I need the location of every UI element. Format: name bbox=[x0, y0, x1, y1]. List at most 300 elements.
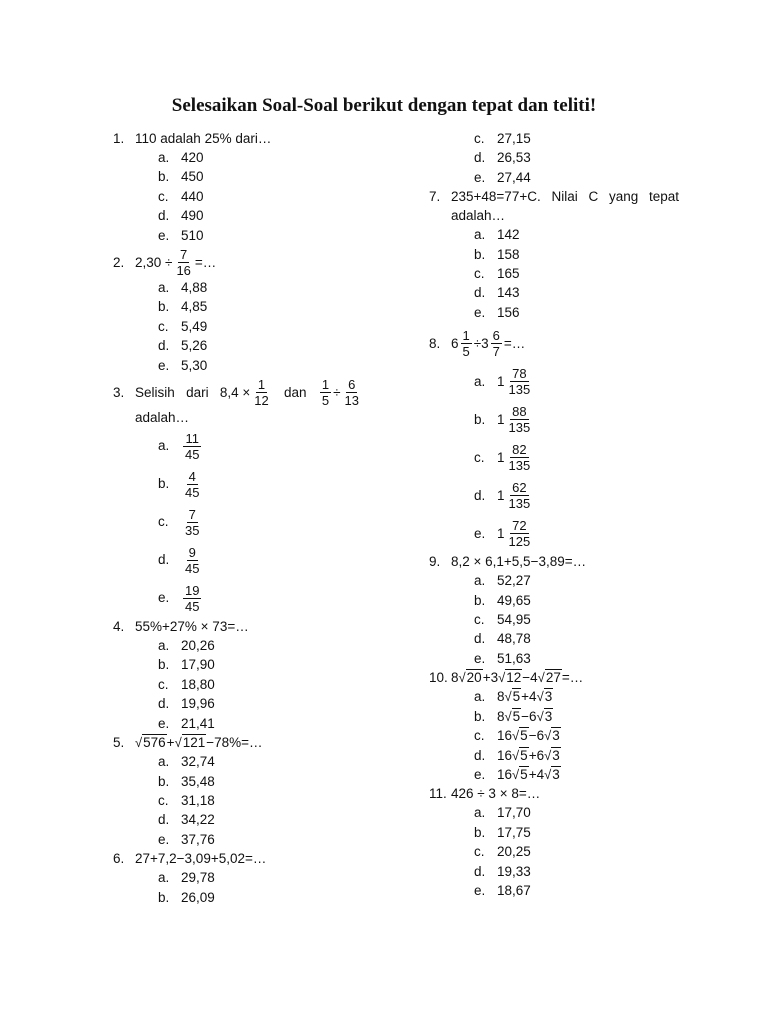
fraction bbox=[507, 366, 533, 397]
fraction-numerator: 62 bbox=[512, 479, 527, 495]
option bbox=[158, 167, 363, 186]
option-letter: d. bbox=[158, 552, 170, 568]
fraction-denominator: 16 bbox=[176, 263, 191, 279]
option-letter: d. bbox=[158, 338, 170, 354]
option-letter: c. bbox=[474, 449, 485, 465]
expr-part: +3 bbox=[482, 670, 499, 686]
sqrt-expression bbox=[135, 733, 167, 752]
option-value bbox=[497, 366, 534, 397]
coefficient: −6 bbox=[521, 708, 537, 724]
sqrt-expression bbox=[537, 707, 554, 726]
question-number: 4. bbox=[113, 619, 125, 635]
option-letter: a. bbox=[158, 438, 170, 454]
question-text-line2: adalah… bbox=[451, 208, 506, 224]
option-value: 35,48 bbox=[181, 773, 215, 789]
option-letter: b. bbox=[158, 476, 170, 492]
option-letter: e. bbox=[474, 169, 486, 185]
option-value: 440 bbox=[181, 188, 204, 204]
sqrt-icon: √ bbox=[536, 689, 544, 705]
option bbox=[158, 579, 363, 617]
option bbox=[474, 862, 679, 881]
coefficient: 8 bbox=[497, 689, 505, 705]
option bbox=[474, 629, 679, 648]
sqrt-icon: √ bbox=[458, 670, 466, 686]
fraction-denominator: 125 bbox=[508, 533, 531, 549]
option-letter: c. bbox=[474, 266, 485, 282]
option-value: 156 bbox=[497, 304, 520, 320]
option-letter: d. bbox=[158, 812, 170, 828]
option bbox=[474, 264, 679, 283]
option-value: 51,63 bbox=[497, 650, 531, 666]
question-5 bbox=[113, 733, 363, 849]
radicand: 20 bbox=[466, 670, 482, 686]
option-value: 27,15 bbox=[497, 131, 531, 146]
option-letter: e. bbox=[474, 650, 486, 666]
options-q2 bbox=[113, 278, 363, 375]
option-letter: c. bbox=[158, 676, 169, 692]
options-q4 bbox=[113, 636, 363, 733]
options-q7 bbox=[429, 225, 679, 322]
fraction bbox=[507, 404, 533, 435]
question-text bbox=[451, 187, 679, 206]
option-value bbox=[181, 507, 203, 538]
option-letter: c. bbox=[474, 612, 485, 628]
question-11 bbox=[429, 784, 679, 900]
option bbox=[158, 465, 363, 503]
fraction-denominator: 135 bbox=[508, 495, 531, 511]
option-letter: e. bbox=[158, 357, 170, 373]
fraction-numerator: 1 bbox=[462, 327, 470, 343]
radicand: 27 bbox=[545, 670, 561, 686]
coefficient: +6 bbox=[528, 747, 545, 763]
options-q10 bbox=[429, 687, 679, 784]
option-letter: e. bbox=[158, 715, 170, 731]
fraction bbox=[252, 377, 270, 408]
option-value: 5,30 bbox=[181, 357, 208, 373]
sqrt-expression bbox=[175, 733, 207, 752]
option-value: 26,09 bbox=[181, 889, 215, 905]
option-value: 31,18 bbox=[181, 792, 215, 808]
option bbox=[474, 283, 679, 302]
option bbox=[474, 362, 679, 400]
radicand: 5 bbox=[512, 708, 521, 724]
option-value: 450 bbox=[181, 169, 204, 185]
option bbox=[158, 714, 363, 733]
option bbox=[474, 746, 679, 765]
option bbox=[158, 226, 363, 245]
options-q8 bbox=[429, 362, 679, 552]
fraction-denominator: 7 bbox=[492, 343, 500, 359]
option-value: 17,70 bbox=[497, 805, 531, 821]
radicand: 3 bbox=[552, 766, 560, 782]
option bbox=[158, 868, 363, 887]
option bbox=[158, 187, 363, 206]
sqrt-icon: √ bbox=[512, 766, 520, 782]
option-letter: d. bbox=[474, 150, 486, 166]
fraction bbox=[183, 431, 201, 462]
fraction bbox=[507, 480, 533, 511]
question-4 bbox=[113, 617, 363, 733]
fraction bbox=[183, 507, 201, 538]
fraction-denominator: 45 bbox=[185, 598, 200, 614]
question-number: 6. bbox=[113, 851, 125, 867]
option bbox=[158, 503, 363, 541]
fraction bbox=[507, 518, 533, 549]
radicand: 3 bbox=[544, 689, 553, 705]
option bbox=[158, 336, 363, 355]
word: 235+48=77+C. bbox=[451, 189, 541, 205]
word: Nilai bbox=[551, 189, 578, 205]
option-value: 5,49 bbox=[181, 318, 208, 334]
sqrt-icon: √ bbox=[544, 766, 552, 782]
option bbox=[158, 297, 363, 316]
expr-part: + bbox=[166, 735, 175, 751]
option-value bbox=[181, 469, 203, 500]
option bbox=[474, 842, 679, 861]
whole-part: 1 bbox=[497, 373, 505, 389]
option-letter: a. bbox=[474, 805, 486, 821]
expr-part: =… bbox=[503, 335, 526, 351]
option bbox=[474, 225, 679, 244]
option-letter: b. bbox=[474, 824, 486, 840]
expr-part: 6 bbox=[451, 335, 459, 351]
question-number: 9. bbox=[429, 554, 441, 570]
option bbox=[474, 823, 679, 842]
option-letter: a. bbox=[158, 870, 170, 886]
question-number: 7. bbox=[429, 189, 441, 205]
option bbox=[474, 726, 679, 745]
question-number: 1. bbox=[113, 131, 125, 146]
coefficient: 8 bbox=[497, 708, 505, 724]
sqrt-icon: √ bbox=[537, 670, 545, 686]
sqrt-icon: √ bbox=[504, 708, 512, 724]
sqrt-expression bbox=[537, 687, 554, 706]
fraction-numerator: 82 bbox=[512, 441, 527, 457]
option-value bbox=[497, 726, 561, 745]
question-text: 55%+27% × 73=… bbox=[135, 619, 249, 635]
option-value: 510 bbox=[181, 227, 204, 243]
fraction bbox=[183, 545, 201, 576]
option bbox=[158, 317, 363, 336]
option-letter: d. bbox=[474, 487, 486, 503]
options-q11 bbox=[429, 803, 679, 900]
option-value: 142 bbox=[497, 227, 520, 243]
question-number: 2. bbox=[113, 255, 125, 271]
option-value: 17,75 bbox=[497, 824, 531, 840]
sqrt-expression bbox=[538, 668, 562, 687]
question-1 bbox=[113, 129, 363, 245]
fraction-numerator: 11 bbox=[185, 430, 199, 446]
option-letter: e. bbox=[158, 831, 170, 847]
option-value: 19,33 bbox=[497, 863, 531, 879]
option-letter: a. bbox=[474, 227, 486, 243]
fraction bbox=[320, 377, 331, 408]
option-letter: d. bbox=[474, 285, 486, 301]
option-value: 18,67 bbox=[497, 882, 531, 898]
option-value: 21,41 bbox=[181, 715, 215, 731]
coefficient: 16 bbox=[497, 747, 513, 763]
option bbox=[158, 206, 363, 225]
radicand: 5 bbox=[520, 766, 528, 782]
sqrt-icon: √ bbox=[504, 689, 512, 705]
option-value: 20,25 bbox=[497, 844, 531, 860]
fraction-numerator: 6 bbox=[492, 327, 500, 343]
fraction-numerator: 1 bbox=[257, 377, 266, 393]
options-q9 bbox=[429, 571, 679, 668]
word: dan bbox=[284, 385, 307, 401]
option bbox=[474, 476, 679, 514]
option bbox=[158, 541, 363, 579]
fraction bbox=[183, 583, 201, 614]
radicand: 3 bbox=[552, 728, 560, 744]
option-letter: d. bbox=[158, 696, 170, 712]
option-letter: a. bbox=[158, 638, 170, 654]
option-letter: b. bbox=[474, 411, 486, 427]
expr-part: 2,30 ÷ bbox=[135, 255, 173, 271]
fraction-numerator: 9 bbox=[188, 544, 196, 560]
sqrt-expression bbox=[512, 726, 529, 745]
option bbox=[474, 303, 679, 322]
option-letter: d. bbox=[474, 631, 486, 647]
option-letter: c. bbox=[474, 728, 485, 744]
whole-part: 1 bbox=[497, 411, 505, 427]
coefficient: +4 bbox=[528, 766, 545, 782]
option-letter: b. bbox=[158, 773, 170, 789]
option bbox=[158, 752, 363, 771]
sqrt-icon: √ bbox=[174, 735, 182, 751]
option bbox=[158, 655, 363, 674]
radicand: 5 bbox=[512, 689, 521, 705]
option-letter: e. bbox=[158, 590, 170, 606]
coefficient: 16 bbox=[497, 766, 513, 782]
fraction-numerator: 1 bbox=[321, 377, 330, 393]
option-letter: a. bbox=[158, 280, 170, 296]
page-title: Selesaikan Soal-Soal berikut dengan tepat dan teliti! bbox=[171, 95, 597, 116]
option-value: 27,44 bbox=[497, 169, 531, 185]
fraction bbox=[491, 328, 502, 359]
fraction bbox=[342, 377, 360, 408]
sqrt-expression bbox=[544, 746, 561, 765]
options-q6 bbox=[113, 868, 363, 907]
question-number: 8. bbox=[429, 335, 441, 351]
option-value: 143 bbox=[497, 285, 520, 301]
option bbox=[474, 245, 679, 264]
fraction-denominator: 135 bbox=[508, 457, 531, 473]
option-letter: c. bbox=[474, 131, 485, 146]
word: yang bbox=[608, 189, 639, 205]
sqrt-icon: √ bbox=[544, 747, 552, 763]
word: C bbox=[588, 189, 599, 205]
option bbox=[158, 694, 363, 713]
option bbox=[158, 888, 363, 907]
option-value bbox=[497, 404, 534, 435]
option-letter: a. bbox=[474, 689, 486, 705]
expr-part: ÷ bbox=[333, 385, 341, 401]
options-q5 bbox=[113, 752, 363, 849]
question-number: 5. bbox=[113, 735, 125, 751]
fraction-denominator: 12 bbox=[254, 393, 269, 409]
expr-part: 8 bbox=[451, 670, 459, 686]
question-text bbox=[135, 247, 363, 278]
sqrt-expression bbox=[498, 668, 522, 687]
option bbox=[474, 591, 679, 610]
option-value bbox=[181, 545, 203, 576]
option-letter: b. bbox=[474, 708, 486, 724]
question-6 bbox=[113, 849, 363, 907]
question-text bbox=[451, 328, 679, 359]
option-letter: a. bbox=[158, 754, 170, 770]
fraction-numerator: 88 bbox=[512, 403, 527, 419]
expr-part: =… bbox=[561, 670, 584, 686]
option bbox=[474, 881, 679, 900]
whole-part: 1 bbox=[497, 449, 505, 465]
question-number: 11. bbox=[429, 786, 447, 802]
option-letter: e. bbox=[474, 766, 486, 782]
option-value: 4,85 bbox=[181, 299, 208, 315]
fraction-denominator: 35 bbox=[185, 522, 200, 538]
option bbox=[158, 278, 363, 297]
question-text: 110 adalah 25% dari… bbox=[135, 131, 272, 146]
coefficient: −6 bbox=[528, 728, 545, 744]
radicand: 121 bbox=[182, 735, 206, 751]
option bbox=[474, 514, 679, 552]
option-value bbox=[497, 442, 534, 473]
fraction-numerator: 4 bbox=[188, 468, 196, 484]
fraction-denominator: 135 bbox=[508, 381, 531, 397]
fraction-numerator: 7 bbox=[180, 247, 188, 263]
option bbox=[158, 148, 363, 167]
question-2 bbox=[113, 247, 363, 375]
options-q6-continued bbox=[429, 129, 679, 187]
sqrt-icon: √ bbox=[512, 747, 520, 763]
radicand: 5 bbox=[520, 728, 528, 744]
expression bbox=[220, 377, 273, 408]
radicand: 5 bbox=[520, 747, 528, 763]
option-value: 20,26 bbox=[181, 638, 215, 654]
option-value: 32,74 bbox=[181, 754, 215, 770]
option bbox=[158, 427, 363, 465]
expression bbox=[318, 377, 363, 408]
option-value: 34,22 bbox=[181, 812, 215, 828]
option-letter: c. bbox=[158, 792, 169, 808]
question-8 bbox=[429, 324, 679, 552]
coefficient: 16 bbox=[497, 728, 513, 744]
option-value: 19,96 bbox=[181, 696, 215, 712]
question-text: 8,2 × 6,1+5,5−3,89=… bbox=[451, 554, 587, 570]
option-letter: e. bbox=[474, 882, 486, 898]
option bbox=[158, 810, 363, 829]
option bbox=[474, 438, 679, 476]
option-value: 4,88 bbox=[181, 280, 208, 296]
sqrt-expression bbox=[544, 765, 561, 784]
word: Selisih bbox=[135, 385, 175, 401]
fraction-numerator: 19 bbox=[185, 582, 200, 598]
fraction bbox=[507, 442, 533, 473]
option bbox=[474, 400, 679, 438]
option-value: 18,80 bbox=[181, 676, 215, 692]
question-text: 426 ÷ 3 × 8=… bbox=[451, 786, 541, 802]
expr-part: −78%=… bbox=[206, 735, 263, 751]
fraction-numerator: 72 bbox=[512, 517, 527, 533]
option bbox=[474, 803, 679, 822]
option bbox=[474, 148, 679, 167]
option-letter: e. bbox=[158, 227, 170, 243]
option-letter: b. bbox=[474, 592, 486, 608]
option-value: 37,76 bbox=[181, 831, 215, 847]
option bbox=[474, 765, 679, 784]
option bbox=[474, 610, 679, 629]
expr-part: ÷3 bbox=[473, 335, 489, 351]
option-letter: b. bbox=[474, 246, 486, 262]
option-letter: e. bbox=[474, 304, 486, 320]
right-column bbox=[429, 129, 679, 900]
sqrt-icon: √ bbox=[536, 708, 544, 724]
option-value: 165 bbox=[497, 266, 520, 282]
option-letter: b. bbox=[158, 299, 170, 315]
option-letter: e. bbox=[474, 525, 486, 541]
option-value: 490 bbox=[181, 208, 204, 224]
fraction-denominator: 45 bbox=[185, 560, 200, 576]
option-value: 420 bbox=[181, 150, 204, 165]
question-text bbox=[451, 668, 679, 687]
sqrt-expression bbox=[512, 746, 529, 765]
fraction-denominator: 5 bbox=[462, 343, 470, 359]
sqrt-expression bbox=[512, 765, 529, 784]
option-value: 54,95 bbox=[497, 612, 531, 628]
option-letter: b. bbox=[158, 889, 170, 905]
option bbox=[158, 356, 363, 375]
option-value bbox=[497, 765, 561, 784]
fraction-denominator: 5 bbox=[321, 393, 330, 409]
radicand: 3 bbox=[552, 747, 560, 763]
sqrt-expression bbox=[505, 707, 522, 726]
fraction-denominator: 45 bbox=[185, 446, 200, 462]
option bbox=[158, 675, 363, 694]
word: dari bbox=[186, 385, 209, 401]
option-letter: b. bbox=[158, 657, 170, 673]
whole-part: 1 bbox=[497, 525, 505, 541]
option-letter: c. bbox=[474, 844, 485, 860]
option-value bbox=[181, 583, 203, 614]
sqrt-expression bbox=[459, 668, 483, 687]
expr-part: −4 bbox=[522, 670, 538, 686]
sqrt-icon: √ bbox=[544, 728, 552, 744]
sqrt-icon: √ bbox=[135, 735, 143, 751]
fraction-numerator: 6 bbox=[348, 377, 356, 393]
option-letter: b. bbox=[158, 169, 170, 185]
option-value: 49,65 bbox=[497, 592, 531, 608]
question-9 bbox=[429, 552, 679, 668]
fraction bbox=[461, 328, 472, 359]
question-10 bbox=[429, 668, 679, 784]
word: tepat bbox=[648, 189, 679, 205]
question-text bbox=[135, 377, 363, 408]
fraction-denominator: 13 bbox=[344, 393, 359, 409]
option-value: 52,27 bbox=[497, 573, 531, 589]
radicand: 3 bbox=[544, 708, 553, 724]
question-text: 27+7,2−3,09+5,02=… bbox=[135, 851, 267, 867]
option-value bbox=[497, 707, 553, 726]
option-letter: a. bbox=[474, 373, 486, 389]
question-text bbox=[135, 733, 363, 752]
option-value: 48,78 bbox=[497, 631, 531, 647]
option-letter: a. bbox=[158, 150, 170, 165]
option bbox=[158, 772, 363, 791]
options-q1 bbox=[113, 148, 363, 245]
options-q3 bbox=[113, 427, 363, 617]
question-7 bbox=[429, 187, 679, 322]
option-value: 17,90 bbox=[181, 657, 215, 673]
